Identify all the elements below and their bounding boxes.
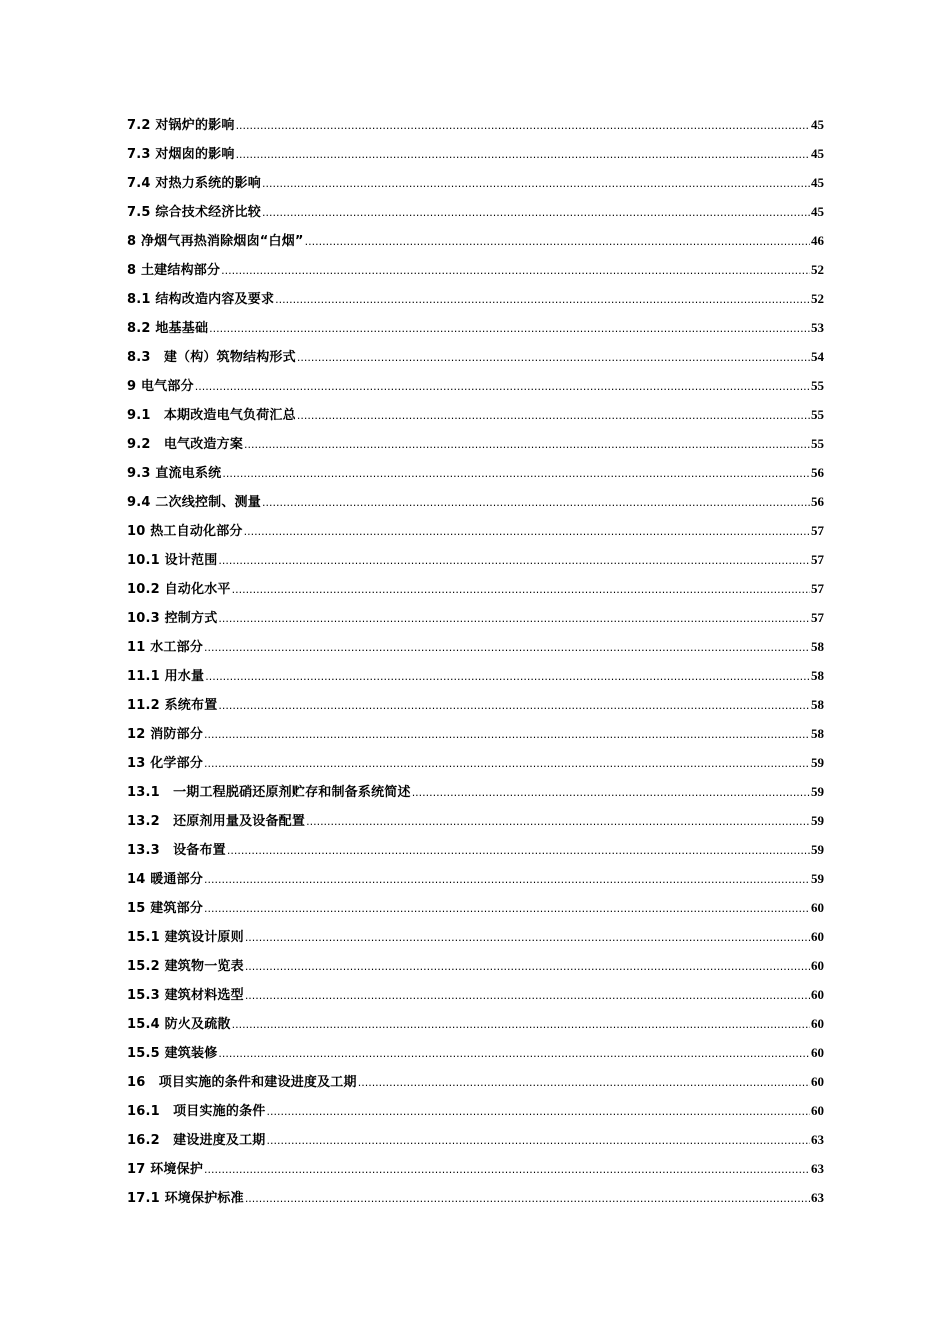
toc-entry-title: 15.3 建筑材料选型 [127, 988, 244, 1003]
toc-entry-page: 45 [811, 146, 824, 161]
toc-entry-page: 57 [811, 552, 824, 567]
toc-dot-leader [245, 952, 810, 981]
toc-entry-title: 8 净烟气再热消除烟囱“白烟” [127, 234, 304, 249]
toc-entry-title: 9.4 二次线控制、测量 [127, 495, 261, 510]
toc-entry-page: 60 [811, 929, 824, 944]
toc-entry-page: 59 [811, 755, 824, 770]
toc-entry-page: 56 [811, 494, 824, 509]
toc-entry[interactable] [127, 429, 824, 458]
toc-entry-page: 52 [811, 262, 824, 277]
toc-entry-page: 58 [811, 697, 824, 712]
toc-entry-page: 58 [811, 639, 824, 654]
toc-entry-page: 63 [811, 1190, 824, 1205]
toc-entry-page: 60 [811, 1045, 824, 1060]
toc-dot-leader [227, 836, 810, 865]
toc-entry-page: 57 [811, 610, 824, 625]
toc-entry-page: 63 [811, 1161, 824, 1176]
toc-dot-leader [218, 691, 810, 720]
toc-dot-leader [236, 111, 810, 140]
toc-dot-leader [204, 865, 810, 894]
toc-entry-title: 8.2 地基基础 [127, 321, 209, 336]
table-of-contents [127, 110, 824, 1212]
toc-entry-title: 11.1 用水量 [127, 669, 205, 684]
toc-entry[interactable] [127, 1096, 824, 1125]
toc-entry[interactable] [127, 835, 824, 864]
toc-entry-title: 12 消防部分 [127, 727, 204, 742]
toc-entry-title: 13.1 一期工程脱硝还原剂贮存和制备系统简述 [127, 785, 411, 800]
toc-entry-page: 45 [811, 117, 824, 132]
toc-entry[interactable] [127, 458, 824, 487]
toc-entry[interactable] [127, 110, 824, 139]
toc-entry-title: 7.5 综合技术经济比较 [127, 205, 261, 220]
toc-dot-leader [218, 1039, 810, 1068]
toc-entry-page: 59 [811, 813, 824, 828]
toc-entry-page: 55 [811, 436, 824, 451]
toc-entry-page: 53 [811, 320, 824, 335]
toc-dot-leader [306, 807, 810, 836]
toc-dot-leader [266, 1097, 810, 1126]
toc-entry[interactable] [127, 893, 824, 922]
toc-dot-leader [262, 198, 810, 227]
toc-entry[interactable] [127, 400, 824, 429]
toc-entry-title: 9.1 本期改造电气负荷汇总 [127, 408, 296, 423]
toc-entry-title: 14 暖通部分 [127, 872, 204, 887]
toc-dot-leader [205, 662, 810, 691]
toc-entry-page: 54 [811, 349, 824, 364]
toc-entry[interactable] [127, 1009, 824, 1038]
toc-dot-leader [245, 981, 810, 1010]
toc-entry[interactable] [127, 719, 824, 748]
toc-entry-page: 45 [811, 175, 824, 190]
toc-entry-title: 16.2 建设进度及工期 [127, 1133, 266, 1148]
toc-dot-leader [218, 546, 810, 575]
toc-entry-title: 16 项目实施的条件和建设进度及工期 [127, 1075, 357, 1090]
toc-dot-leader [244, 517, 810, 546]
toc-entry-title: 10.3 控制方式 [127, 611, 218, 626]
toc-entry[interactable] [127, 777, 824, 806]
toc-dot-leader [262, 169, 810, 198]
toc-entry-title: 15.5 建筑装修 [127, 1046, 218, 1061]
toc-dot-leader [245, 1184, 810, 1213]
toc-entry[interactable] [127, 371, 824, 400]
toc-entry-title: 8 土建结构部分 [127, 263, 221, 278]
toc-dot-leader [209, 314, 810, 343]
toc-entry-title: 9 电气部分 [127, 379, 194, 394]
toc-dot-leader [204, 720, 810, 749]
toc-dot-leader [305, 227, 810, 256]
toc-entry-page: 55 [811, 378, 824, 393]
toc-entry[interactable] [127, 226, 824, 255]
toc-entry[interactable] [127, 255, 824, 284]
toc-dot-leader [266, 1126, 810, 1155]
toc-entry[interactable] [127, 864, 824, 893]
toc-entry[interactable] [127, 197, 824, 226]
toc-entry-title: 11 水工部分 [127, 640, 204, 655]
toc-entry-page: 60 [811, 958, 824, 973]
toc-entry[interactable] [127, 487, 824, 516]
toc-dot-leader [218, 604, 810, 633]
toc-entry[interactable] [127, 1183, 824, 1212]
toc-entry[interactable] [127, 139, 824, 168]
toc-entry-title: 8.1 结构改造内容及要求 [127, 292, 275, 307]
toc-dot-leader [204, 1155, 810, 1184]
toc-entry[interactable] [127, 168, 824, 197]
toc-dot-leader [297, 343, 810, 372]
toc-entry-title: 15 建筑部分 [127, 901, 204, 916]
toc-entry-title: 10 热工自动化部分 [127, 524, 243, 539]
toc-entry-title: 10.2 自动化水平 [127, 582, 231, 597]
toc-entry[interactable] [127, 632, 824, 661]
toc-entry[interactable] [127, 1125, 824, 1154]
toc-dot-leader [221, 256, 810, 285]
toc-entry[interactable] [127, 516, 824, 545]
toc-dot-leader [236, 140, 810, 169]
toc-entry[interactable] [127, 1038, 824, 1067]
toc-entry-page: 60 [811, 1074, 824, 1089]
toc-entry-title: 7.3 对烟囱的影响 [127, 147, 235, 162]
toc-entry-page: 45 [811, 204, 824, 219]
toc-entry-title: 11.2 系统布置 [127, 698, 218, 713]
toc-entry[interactable] [127, 980, 824, 1009]
toc-entry-title: 7.4 对热力系统的影响 [127, 176, 261, 191]
toc-entry-page: 56 [811, 465, 824, 480]
toc-entry-title: 15.1 建筑设计原则 [127, 930, 244, 945]
toc-entry-title: 9.2 电气改造方案 [127, 437, 244, 452]
toc-dot-leader [204, 633, 810, 662]
toc-entry-title: 15.2 建筑物一览表 [127, 959, 244, 974]
toc-entry[interactable] [127, 690, 824, 719]
toc-entry[interactable] [127, 342, 824, 371]
toc-entry-page: 46 [811, 233, 824, 248]
toc-entry[interactable] [127, 1154, 824, 1183]
toc-entry[interactable] [127, 545, 824, 574]
toc-dot-leader [222, 459, 810, 488]
toc-entry-page: 60 [811, 1016, 824, 1031]
toc-entry-page: 57 [811, 523, 824, 538]
toc-entry[interactable] [127, 748, 824, 777]
toc-dot-leader [297, 401, 810, 430]
toc-dot-leader [232, 1010, 810, 1039]
toc-dot-leader [412, 778, 810, 807]
toc-entry-page: 57 [811, 581, 824, 596]
toc-entry-page: 58 [811, 726, 824, 741]
toc-entry-title: 13.2 还原剂用量及设备配置 [127, 814, 306, 829]
toc-entry-page: 58 [811, 668, 824, 683]
toc-entry-title: 17 环境保护 [127, 1162, 204, 1177]
toc-entry[interactable] [127, 313, 824, 342]
toc-entry[interactable] [127, 284, 824, 313]
toc-entry-title: 16.1 项目实施的条件 [127, 1104, 266, 1119]
toc-entry[interactable] [127, 806, 824, 835]
toc-entry[interactable] [127, 951, 824, 980]
toc-entry-page: 60 [811, 1103, 824, 1118]
toc-entry[interactable] [127, 574, 824, 603]
toc-dot-leader [204, 749, 810, 778]
toc-dot-leader [358, 1068, 810, 1097]
toc-entry-title: 13.3 设备布置 [127, 843, 226, 858]
toc-dot-leader [245, 923, 810, 952]
toc-dot-leader [244, 430, 810, 459]
toc-entry[interactable] [127, 1067, 824, 1096]
toc-entry-page: 59 [811, 784, 824, 799]
toc-dot-leader [262, 488, 810, 517]
toc-entry-page: 60 [811, 987, 824, 1002]
toc-entry-title: 15.4 防火及疏散 [127, 1017, 231, 1032]
toc-entry-title: 9.3 直流电系统 [127, 466, 222, 481]
toc-entry-page: 52 [811, 291, 824, 306]
toc-dot-leader [232, 575, 810, 604]
toc-entry-title: 8.3 建（构）筑物结构形式 [127, 350, 296, 365]
toc-entry-title: 10.1 设计范围 [127, 553, 218, 568]
toc-entry[interactable] [127, 922, 824, 951]
toc-entry-page: 55 [811, 407, 824, 422]
toc-entry-page: 59 [811, 871, 824, 886]
toc-entry-page: 59 [811, 842, 824, 857]
toc-dot-leader [275, 285, 810, 314]
toc-entry-page: 63 [811, 1132, 824, 1147]
toc-entry[interactable] [127, 603, 824, 632]
toc-entry[interactable] [127, 661, 824, 690]
toc-entry-title: 7.2 对锅炉的影响 [127, 118, 235, 133]
toc-dot-leader [195, 372, 810, 401]
toc-dot-leader [204, 894, 810, 923]
toc-entry-title: 13 化学部分 [127, 756, 204, 771]
toc-entry-page: 60 [811, 900, 824, 915]
toc-entry-title: 17.1 环境保护标准 [127, 1191, 244, 1206]
